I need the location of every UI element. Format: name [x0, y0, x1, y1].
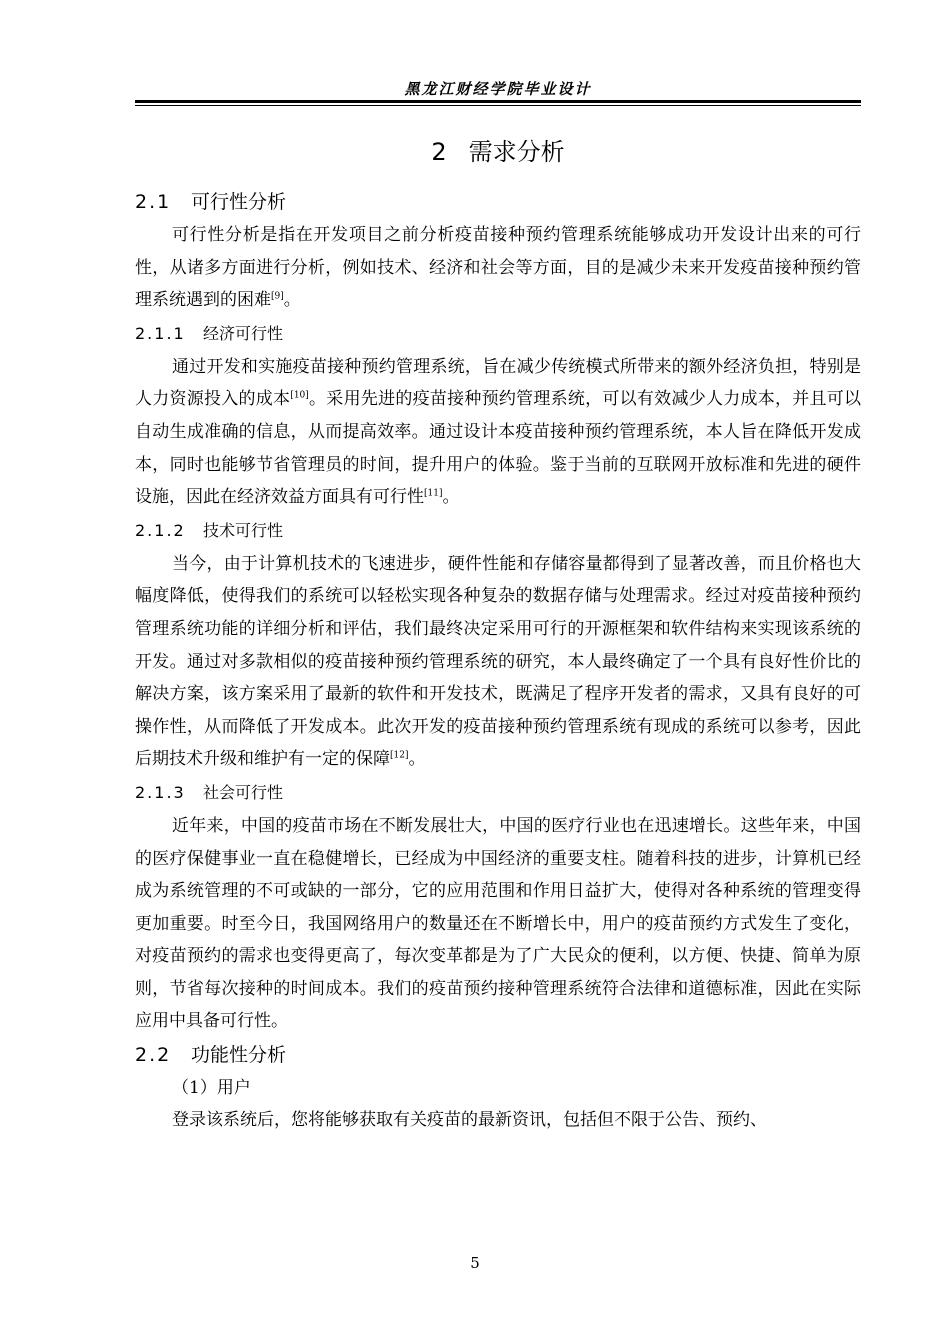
body-content: [135, 185, 861, 1137]
section-heading-2-1-1: [135, 317, 861, 351]
chapter-heading: [135, 132, 861, 167]
section-title: 功能性分析: [191, 1044, 287, 1067]
section-number: 2.1.1: [135, 323, 186, 343]
section-number: 2.1.3: [135, 782, 186, 802]
list-item-user: （1）用户: [172, 1078, 251, 1099]
header-rule-thick: [135, 100, 861, 103]
section-number: 2.1.2: [135, 520, 186, 540]
paragraph-text: 当今，由于计算机技术的飞速进步，硬件性能和存储容量都得到了显著改善，而且价格也大幅度降低，使得我们的系统可以轻松实现各种复杂的数据存储与处理需求。经过对疫苗接种预约管理系统功能的详细分析和评估，我们最终决定采用可行的开源框架和软件结构来实现该系统的开发。通过对多款相似的疫苗接种预约管理系统的研究，本人最终确定了一个具有良好性价比的解决方案，该方案采用了最新的软件和开发技术，既满足了程序开发者的需求，又具有良好的可操作性，从而降低了开发成本。此次开发的疫苗接种预约管理系统有现成的系统可以参考，因此后期技术升级和维护有一定的保障: [135, 553, 861, 770]
section-title: 可行性分析: [191, 191, 287, 213]
header-rule-thin: [135, 105, 861, 106]
chapter-title: 需求分析: [468, 138, 565, 166]
section-heading-2-2: [135, 1038, 861, 1072]
citation-ref: [9]: [271, 291, 284, 302]
paragraph-feasibility: [135, 219, 861, 317]
running-header: 黑龙江财经学院毕业设计: [404, 80, 592, 98]
paragraph-text: 。采用先进的疫苗接种预约管理系统，可以有效减少人力成本，并且可以自动生成准确的信息，从而提高效率。通过设计本疫苗接种预约管理系统，本人旨在降低开发成本，同时也能够节省管理员的时间，提升用户的体验。鉴于当前的互联网开放标准和先进的硬件设施，因此在经济效益方面具有可行性: [135, 389, 862, 508]
paragraph-tail: 。: [442, 487, 460, 508]
paragraph-functional: 登录该系统后，您将能够获取有关疫苗的最新资讯，包括但不限于公告、预约、: [172, 1110, 767, 1131]
citation-ref: [11]: [424, 488, 443, 499]
paragraph-tail: 。: [408, 749, 426, 770]
section-number: 2.2: [135, 1044, 172, 1067]
section-title: 社会可行性: [203, 782, 284, 802]
section-title: 经济可行性: [203, 323, 284, 343]
page-number: 5: [470, 1254, 480, 1272]
citation-ref: [10]: [290, 390, 309, 401]
section-heading-2-1-3: [135, 776, 861, 810]
section-heading-2-1-2: [135, 514, 861, 548]
paragraph-tail: 。: [283, 290, 301, 311]
paragraph-social: 近年来，中国的疫苗市场在不断发展壮大，中国的医疗行业也在迅速增长。这些年来，中国的医疗保健事业一直在稳健增长，已经成为中国经济的重要支柱。随着科技的进步，计算机已经成为系统管理的不可或缺的一部分，它的应用范围和作用日益扩大，使得对各种系统的管理变得更加重要。时至今日，我国网络用户的数量还在不断增长中，用户的疫苗预约方式发生了变化，对疫苗预约的需求也变得更高了，每次变革都是为了广大民众的便利，以方便、快捷、简单为原则，节省每次接种的时间成本。我们的疫苗预约接种管理系统符合法律和道德标准，因此在实际应用中具备可行性。: [135, 815, 861, 1032]
section-heading-2-1: [135, 185, 861, 219]
citation-ref: [12]: [390, 750, 409, 761]
chapter-number: 2: [431, 138, 447, 166]
paragraph-technical: [135, 548, 861, 776]
paragraph-text: 可行性分析是指在开发项目之前分析疫苗接种预约管理系统能够成功开发设计出来的可行性，从诸多方面进行分析，例如技术、经济和社会等方面，目的是减少未来开发疫苗接种预约管理系统遇到的困难: [135, 225, 861, 311]
paragraph-economic: [135, 351, 861, 514]
section-title: 技术可行性: [203, 520, 284, 540]
paragraph-text: 通过开发和实施疫苗接种预约管理系统，旨在减少传统模式所带来的额外经济负担，特别是人力资源投入的成本: [135, 356, 861, 410]
section-number: 2.1: [135, 191, 172, 213]
